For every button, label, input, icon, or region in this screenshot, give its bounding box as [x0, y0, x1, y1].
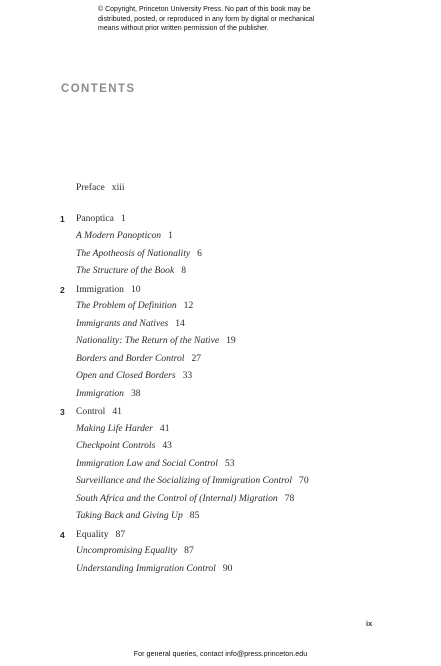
entry-title: The Problem of Definition — [76, 300, 177, 311]
chapter-number: 2 — [60, 285, 65, 295]
entry-page: 41 — [159, 423, 170, 434]
entry-title: Making Life Harder — [76, 423, 153, 434]
entry-title: Immigration — [76, 284, 124, 295]
toc-entry-section[interactable] — [76, 230, 173, 241]
toc-entry-section[interactable] — [76, 510, 199, 521]
toc-entry-section[interactable] — [76, 493, 294, 504]
entry-title: Nationality: The Return of the Native — [76, 335, 220, 346]
entry-title: Immigrants and Natives — [76, 318, 169, 329]
copyright-notice — [98, 5, 398, 34]
entry-page: 10 — [130, 284, 141, 295]
entry-title: Immigration Law and Social Control — [76, 458, 218, 469]
entry-page: 14 — [175, 318, 185, 329]
chapter-number: 3 — [60, 407, 65, 417]
toc-entry-section[interactable] — [76, 370, 192, 381]
entry-title: Borders and Border Control — [76, 353, 185, 364]
entry-page: 78 — [284, 493, 295, 504]
entry-page: 6 — [197, 248, 202, 259]
entry-page: 1 — [120, 213, 126, 224]
entry-title: Checkpoint Controls — [76, 440, 156, 451]
chapter-number: 1 — [60, 214, 65, 224]
entry-title: South Africa and the Control of (Internal) Migration — [76, 493, 278, 504]
entry-title: The Apotheosis of Nationality — [76, 248, 191, 259]
entry-page: 53 — [224, 458, 235, 469]
entry-page: 43 — [162, 440, 172, 451]
toc-entry-section[interactable] — [76, 563, 232, 574]
toc-entry-section[interactable] — [76, 318, 185, 329]
toc-entry-chapter[interactable] — [76, 213, 126, 224]
entry-page: 1 — [168, 230, 173, 241]
entry-page: 27 — [191, 353, 202, 364]
entry-title: Immigration — [76, 388, 124, 399]
entry-page: 90 — [222, 563, 233, 574]
toc-entry-section[interactable] — [76, 265, 186, 276]
entry-title: Control — [76, 406, 106, 417]
contents-heading: CONTENTS — [61, 83, 136, 95]
toc-entry-section[interactable] — [76, 545, 194, 556]
toc-entry-chapter[interactable] — [76, 406, 122, 417]
copyright-line: © Copyright, Princeton University Press. No part of this book may be — [98, 6, 311, 13]
entry-page: 41 — [112, 406, 122, 417]
toc-entry-section[interactable] — [76, 300, 193, 311]
entry-page: 12 — [183, 300, 194, 311]
entry-page: 19 — [226, 335, 236, 346]
entry-page: 70 — [299, 475, 309, 486]
toc-entry-preface[interactable] — [76, 182, 125, 193]
entry-title: Equality — [76, 529, 109, 540]
toc-entry-section[interactable] — [76, 475, 309, 486]
entry-title: Panoptica — [76, 213, 114, 224]
entry-title: Uncompromising Equality — [76, 545, 178, 556]
entry-page: 85 — [189, 510, 200, 521]
entry-page: 87 — [184, 545, 194, 556]
entry-title: Open and Closed Borders — [76, 370, 176, 381]
entry-title: The Structure of the Book — [76, 265, 175, 276]
toc-entry-chapter[interactable] — [76, 529, 125, 540]
toc-entry-section[interactable] — [76, 458, 235, 469]
entry-title: Taking Back and Giving Up — [76, 510, 183, 521]
toc-entry-section[interactable] — [76, 423, 170, 434]
entry-page: 33 — [182, 370, 193, 381]
toc-entry-section[interactable] — [76, 388, 141, 399]
entry-page: 87 — [115, 529, 126, 540]
entry-page: 38 — [130, 388, 141, 399]
entry-page: xiii — [111, 182, 125, 193]
entry-title: Surveillance and the Socializing of Immigration Control — [76, 475, 293, 486]
copyright-line: distributed, posted, or reproduced in any form by digital or mechanical — [98, 15, 315, 23]
toc-entry-section[interactable] — [76, 353, 201, 364]
copyright-line: means without prior written permission of the publisher. — [98, 25, 269, 32]
chapter-number: 4 — [60, 530, 65, 540]
entry-title: Understanding Immigration Control — [76, 563, 216, 574]
toc-entry-section[interactable] — [76, 440, 172, 451]
entry-title: A Modern Panopticon — [76, 230, 162, 241]
toc-entry-section[interactable] — [76, 248, 202, 259]
toc-entry-section[interactable] — [76, 335, 236, 346]
page-folio: ix — [366, 619, 373, 628]
toc-entry-chapter[interactable] — [76, 284, 141, 295]
entry-page: 8 — [181, 265, 187, 276]
footer-contact: For general queries, contact info@press.princeton.edu — [133, 649, 308, 658]
entry-title: Preface — [76, 182, 105, 193]
